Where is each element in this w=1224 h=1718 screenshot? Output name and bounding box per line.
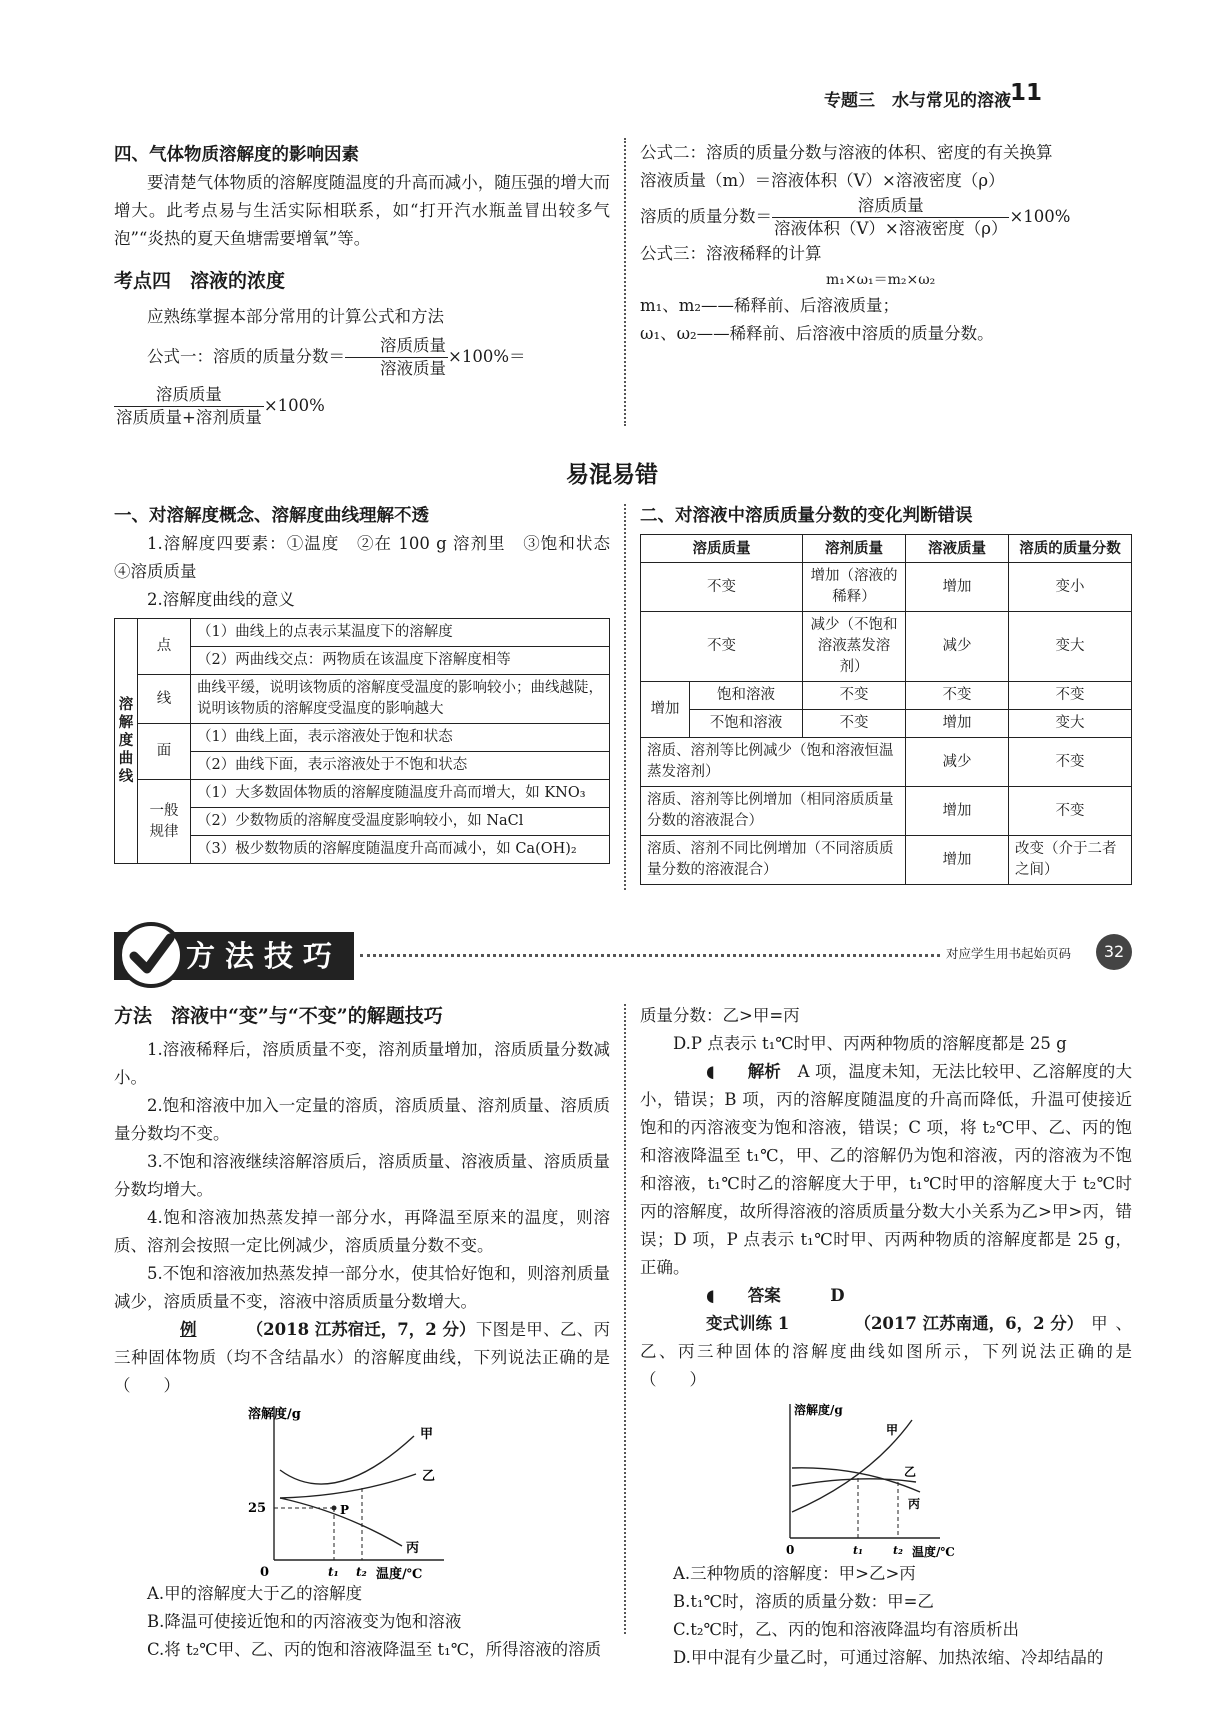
top-left-column — [114, 141, 610, 429]
x-axis-label: 温度/℃ — [912, 1545, 955, 1559]
series-label-jia: 甲 — [420, 1427, 434, 1442]
practice-option-c: C.t₂℃时，乙、丙的饱和溶液降温均有溶质析出 — [673, 1620, 1019, 1639]
method-left — [114, 1002, 643, 1664]
table-cell: 不变 — [803, 682, 906, 710]
practice-option-b: B.t₁℃时，溶质的质量分数：甲=乙 — [673, 1592, 934, 1611]
formula-1: 公式一：溶质的质量分数＝ $\frac{\text{溶质质量}}{\text{溶液质量}}$ ×100%＝ — [147, 336, 526, 378]
origin-label: 0 — [260, 1565, 270, 1580]
practice-question: 变式训练 1 （2017 江苏南通，6，2 分）甲、乙、丙三种固体的溶解度曲线如图所示，下列说法正确的是 （ ） — [640, 1314, 1215, 1389]
section4-title: 四、气体物质溶解度的影响因素 — [114, 145, 359, 165]
formula3-m: m₁、m₂——稀释前、后溶液质量； — [640, 296, 900, 315]
top-right-column — [640, 139, 1132, 348]
table-cell: 减少 — [906, 612, 1009, 682]
table-cell: （1）大多数固体物质的溶解度随温度升高而增大，如 KNO₃ — [191, 780, 610, 808]
table-cell: 不变 — [641, 612, 803, 682]
option-c: C.将 t₂℃甲、乙、丙的饱和溶液降温至 t₁℃，所得溶液的溶质 — [147, 1640, 602, 1659]
table-row — [641, 563, 1132, 612]
mistakes-right — [640, 502, 1132, 885]
column-divider-3 — [624, 1004, 626, 1634]
table-header: 溶液质量 — [906, 535, 1009, 563]
series-curve-bing — [792, 1479, 916, 1486]
analysis: ◖ 解析 A 项，温度未知，无法比较甲、乙溶解度的大小，错误；B 项，丙的溶解度随温度的升高而降低，升温可使接近饱和的丙溶液变为饱和溶液，错误；C 项，将 t₂℃甲、乙、丙的饱和溶液降温至 t₁℃，甲、乙的溶解仍为饱和溶液，丙的溶液为不饱和溶液，t₁℃时乙的溶解度大于甲，t₁℃时甲的溶解度大于 t₂℃时丙的溶解度，故所得溶液的溶质质量分数大小关系为乙>甲>丙，错误；D 项，P 点表示 t₁℃时甲、丙两种物质的溶解度都是 25 g，正确。 — [640, 1058, 1132, 1282]
table-cell: （2）曲线下面，表示溶液处于不饱和状态 — [191, 752, 610, 780]
answer-icon: ◖ — [706, 1286, 715, 1305]
table-cell: 增加 — [906, 710, 1009, 738]
table-row — [641, 738, 1132, 787]
table-cell: 减少 — [906, 738, 1009, 787]
table-row — [641, 682, 1132, 710]
formula3-w: ω₁、ω₂——稀释前、后溶液中溶质的质量分数。 — [640, 324, 994, 343]
table-cell: 变大 — [1009, 710, 1132, 738]
section4-body: 要清楚气体物质的溶解度随温度的升高而减小，随压强的增大而增大。此考点易与生活实际相联系，如“打开汽水瓶盖冒出较多气泡”“炎热的夏天鱼塘需要增氧”等。 — [114, 173, 610, 248]
formula-2: 溶质的质量分数＝ $\frac{\text{溶质质量}}{\text{溶液体积（V）×溶液密度（ρ）}}$ ×100% — [640, 196, 1071, 238]
table-cell: 不变 — [906, 682, 1009, 710]
mistakes-left — [114, 502, 627, 864]
table-cell: 曲线平缓，说明该物质的溶解度受温度的影响较小；曲线越陡，说明该物质的溶解度受温度的影响越大 — [191, 675, 610, 724]
table-cell: 饱和溶液 — [690, 682, 803, 710]
table-row — [641, 836, 1132, 885]
table-cell: 溶质、溶剂等比例增加（相同溶质质量分数的溶液混合） — [641, 787, 906, 836]
curve-group-line: 线 — [138, 675, 191, 724]
intersection-point — [332, 1506, 337, 1511]
practice-option-d: D.甲中混有少量乙时，可通过溶解、加热浓缩、冷却结晶的 — [673, 1648, 1104, 1667]
y-axis-label: 溶解度/g — [794, 1403, 843, 1417]
series-label-bing: 丙 — [908, 1497, 921, 1511]
table-cell: 增加 — [906, 563, 1009, 612]
table-cell: 不变 — [1009, 787, 1132, 836]
table-header: 溶质的质量分数 — [1009, 535, 1132, 563]
kaodian-intro: 应熟练掌握本部分常用的计算公式和方法 — [147, 307, 444, 326]
method-right — [640, 1002, 1215, 1672]
option-d: D.P 点表示 t₁℃时甲、丙两种物质的溶解度都是 25 g — [673, 1034, 1067, 1053]
curve-group-area: 面 — [138, 724, 191, 780]
table-cell: 增加 — [906, 787, 1009, 836]
series-label-yi: 乙 — [904, 1465, 917, 1479]
solubility-chart-1 — [114, 1400, 610, 1580]
table-cell: 增加 — [906, 836, 1009, 885]
series-label-jia: 甲 — [886, 1423, 899, 1437]
example-question: 例 （2018 江苏宿迁，7，2 分）下图是甲、乙、丙三种固体物质（均不含结晶水）的溶解度曲线，下列说法正确的是 （ ） — [114, 1320, 643, 1395]
table-header: 溶剂质量 — [803, 535, 906, 563]
table-cell: 增加 — [641, 682, 690, 738]
formula2-line: 溶液质量（m）＝溶液体积（V）×溶液密度（ρ） — [640, 171, 1005, 190]
checkmark-icon — [118, 922, 184, 988]
method-point-1: 1.溶液稀释后，溶质质量不变，溶剂质量增加，溶质质量分数减小。 — [114, 1040, 610, 1087]
page-number: 11 — [1009, 80, 1042, 106]
table-cell: 不变 — [1009, 682, 1132, 710]
mistakes-right-title: 二、对溶液中溶质质量分数的变化判断错误 — [640, 506, 973, 526]
table-row — [641, 787, 1132, 836]
table-cell: 增加（溶液的稀释） — [803, 563, 906, 612]
curve-group-rule: 一般规律 — [138, 780, 191, 864]
series-curve-yi — [280, 1474, 416, 1498]
curve-group-point: 点 — [138, 619, 191, 675]
table-cell: 改变（介于二者之间） — [1009, 836, 1132, 885]
x-tick-t2: t₂ — [893, 1544, 903, 1557]
table-cell: 不变 — [803, 710, 906, 738]
table-cell: （1）曲线上面，表示溶液处于饱和状态 — [191, 724, 610, 752]
y-tick-label: 25 — [248, 1501, 267, 1516]
table-cell: 溶质、溶剂等比例减少（饱和溶液恒温蒸发溶剂） — [641, 738, 906, 787]
column-divider — [624, 138, 626, 426]
banner-page-ref: 对应学生用书起始页码 — [946, 946, 1072, 961]
table-cell: 不变 — [1009, 738, 1132, 787]
method-point-4: 4.饱和溶液加热蒸发掉一部分水，再降温至原来的温度，则溶质、溶剂会按照一定比例减少，溶质质量分数不变。 — [114, 1208, 610, 1255]
series-label-bing: 丙 — [406, 1541, 420, 1556]
table-cell: 变小 — [1009, 563, 1132, 612]
mistakes-item2: 2.溶解度曲线的意义 — [147, 590, 295, 609]
origin-label: 0 — [786, 1543, 795, 1557]
table-cell: 溶质、溶剂不同比例增加（不同溶质质量分数的溶液混合） — [641, 836, 906, 885]
formula-1b: $\frac{\text{溶质质量}}{\text{溶质质量+溶剂质量}}$ ×100% — [116, 385, 325, 427]
table-cell: 变大 — [1009, 612, 1132, 682]
mass-fraction-table — [640, 534, 1132, 885]
curve-meaning-table — [114, 618, 610, 864]
option-b: B.降温可使接近饱和的丙溶液变为饱和溶液 — [147, 1612, 462, 1631]
formula3-title: 公式三：溶液稀释的计算 — [640, 244, 822, 263]
series-curve-jia — [280, 1436, 414, 1484]
table-row — [641, 612, 1132, 682]
practice-option-a: A.三种物质的溶解度：甲>乙>丙 — [673, 1564, 916, 1583]
analysis-icon: ◖ — [706, 1062, 715, 1081]
x-tick-t1: t₁ — [328, 1565, 339, 1579]
method-point-3: 3.不饱和溶液继续溶解溶质后，溶质质量、溶液质量、溶质质量分数均增大。 — [114, 1152, 610, 1199]
table-cell: （3）极少数物质的溶解度随温度升高而减小，如 Ca(OH)₂ — [191, 836, 610, 864]
formula3-eq: m₁×ω₁＝m₂×ω₂ — [826, 272, 936, 288]
banner-page-badge: 32 — [1096, 934, 1132, 970]
table-cell: 不变 — [641, 563, 803, 612]
table-cell: 减少（不饱和溶液蒸发溶剂） — [803, 612, 906, 682]
formula2-title: 公式二：溶质的质量分数与溶液的体积、密度的有关换算 — [640, 143, 1053, 162]
x-tick-t2: t₂ — [356, 1565, 367, 1579]
table-cell: （2）少数物质的溶解度受温度影响较小，如 NaCl — [191, 808, 610, 836]
x-axis-label: 温度/℃ — [376, 1567, 423, 1580]
method-point-2: 2.饱和溶液中加入一定量的溶质，溶质质量、溶剂质量、溶质质量分数均不变。 — [114, 1096, 610, 1143]
point-label: P — [340, 1503, 350, 1517]
answer: ◖ 答案 D — [640, 1282, 1132, 1310]
table-cell: （2）两曲线交点：两物质在该温度下溶解度相等 — [191, 647, 610, 675]
table-cell: 不饱和溶液 — [690, 710, 803, 738]
method-point-5: 5.不饱和溶液加热蒸发掉一部分水，使其恰好饱和，则溶剂质量减少，溶质质量不变，溶液中溶质质量分数增大。 — [114, 1264, 610, 1311]
y-axis-label: 溶解度/g — [248, 1407, 301, 1422]
curve-table-side-label: 溶解度曲线 — [115, 619, 138, 864]
option-c-continued: 质量分数：乙>甲=丙 — [640, 1006, 800, 1025]
column-divider-2 — [624, 504, 626, 890]
table-row — [641, 710, 1132, 738]
solubility-chart-2 — [640, 1394, 1132, 1560]
section-title-easy-mistakes: 易混易错 — [566, 462, 658, 488]
running-header-title: 专题三 水与常见的溶液 — [824, 91, 1011, 111]
table-header: 溶质质量 — [641, 535, 803, 563]
series-label-yi: 乙 — [422, 1469, 436, 1484]
mistakes-left-title: 一、对溶解度概念、溶解度曲线理解不透 — [114, 506, 429, 526]
kaodian-title: 考点四 溶液的浓度 — [114, 270, 286, 292]
x-tick-t1: t₁ — [853, 1544, 863, 1557]
option-a: A.甲的溶解度大于乙的溶解度 — [147, 1584, 363, 1603]
banner-dotted-rule — [360, 954, 940, 957]
mistakes-item1: 1.溶解度四要素：①温度 ②在 100 g 溶剂里 ③饱和状态 ④溶质质量 — [114, 534, 627, 581]
banner-title: 方法技巧 — [186, 939, 343, 973]
method-title: 方法 溶液中“变”与“不变”的解题技巧 — [114, 1005, 443, 1027]
table-cell: （1）曲线上的点表示某温度下的溶解度 — [191, 619, 610, 647]
